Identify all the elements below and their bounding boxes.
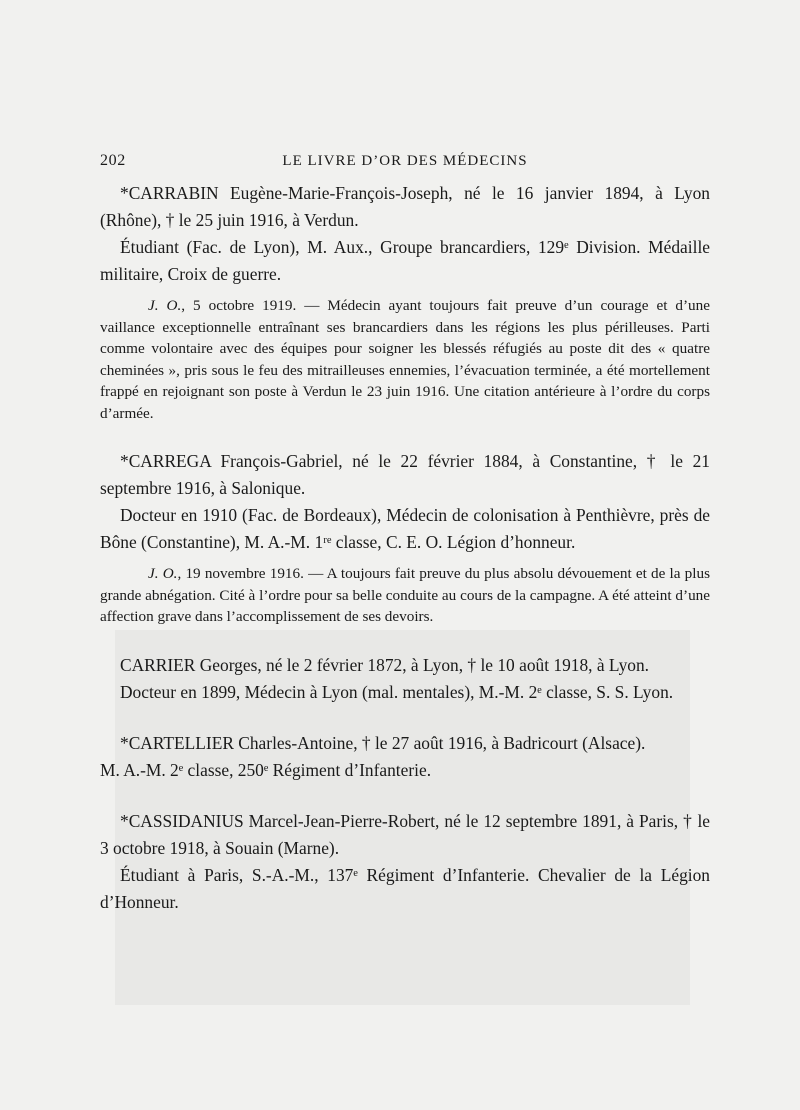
entry-details: Docteur en 1899, Médecin à Lyon (mal. mentales), M.-M. 2ᵉ classe, S. S. Lyon. [120, 681, 674, 702]
citation [100, 563, 710, 628]
entry-cassidanius [100, 808, 710, 916]
entry-heading: *CARREGA François-Gabriel, né le 22 février 1884, à Constantine, † le 21 septembre 1916, à Salonique. [100, 451, 710, 498]
entry-heading: CARRIER Georges, né le 2 février 1872, à Lyon, † le 10 août 1918, à Lyon. [120, 654, 650, 675]
citation-text: , 5 octobre 1919. — Médecin ayant toujours fait preuve d’un courage et d’une vaillance exceptionnelle entraînant ses brancardiers dans les régions les plus périlleuses. Parti comme volontaire avec des équipes pour soigner les blessés réfugiés au poste dit des « quatre cheminées », pris sous le feu des mitrailleuses ennemies, l’évacuation terminée, a été mortellement frappé en rejoignant son poste à Verdun le 23 juin 1916. Une citation antérieure à l’ordre du corps d’armée. [100, 297, 710, 422]
page-body [100, 180, 710, 934]
citation-text: , 19 novembre 1916. — A toujours fait preuve du plus absolu dévouement et de la plus grande abnégation. Cité à l’ordre pour sa belle conduite au cours de la campagne. A été atteint d’une affection grave dans l’accomplissement de ses devoirs. [100, 565, 710, 625]
entry-heading: *CARTELLIER Charles-Antoine, † le 27 août 1916, à Badricourt (Alsace). [120, 732, 646, 753]
running-title: LE LIVRE D’OR DES MÉDECINS [282, 153, 528, 169]
page-header [100, 152, 710, 172]
citation-source: J. O. [148, 297, 182, 314]
entry-carrabin [100, 180, 710, 424]
entry-carrier [100, 652, 710, 706]
entry-details: Docteur en 1910 (Fac. de Bordeaux), Médecin de colonisation à Penthièvre, près de Bône (Constantine), M. A.-M. 1ʳᵉ classe, C. E. O. Légion d’honneur. [100, 505, 710, 552]
entry-heading: *CARRABIN Eugène-Marie-François-Joseph, né le 16 janvier 1894, à Lyon (Rhône), † le 25 juin 1916, à Verdun. [100, 183, 710, 230]
entry-carrega [100, 448, 710, 628]
entry-details: Étudiant à Paris, S.-A.-M., 137ᵉ Régiment d’Infanterie. Chevalier de la Légion d’Honneur. [100, 864, 710, 912]
entry-details: Étudiant (Fac. de Lyon), M. Aux., Groupe brancardiers, 129ᵉ Division. Médaille militaire, Croix de guerre. [100, 237, 710, 284]
page-number: 202 [100, 152, 126, 169]
entry-heading: *CASSIDANIUS Marcel-Jean-Pierre-Robert, né le 12 septembre 1891, à Paris, † le 3 octobre 1918, à Souain (Marne). [100, 810, 710, 858]
entry-cartellier [100, 730, 710, 784]
entry-details: M. A.-M. 2ᵉ classe, 250ᵉ Régiment d’Infanterie. [100, 759, 432, 780]
citation [100, 295, 710, 424]
citation-source: J. O. [148, 565, 178, 582]
